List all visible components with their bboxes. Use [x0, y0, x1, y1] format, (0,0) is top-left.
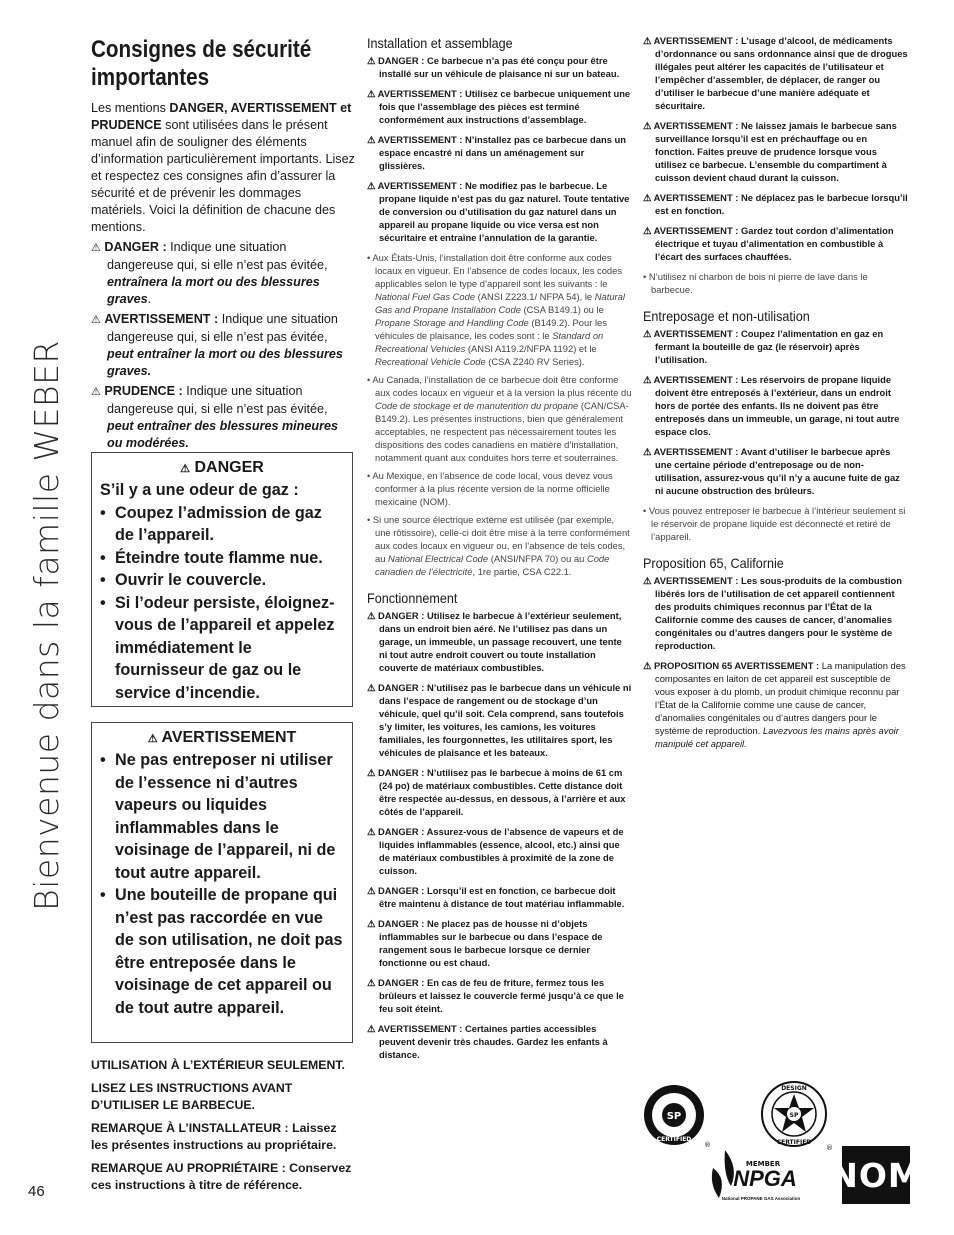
warning-triangle-icon: ⚠	[643, 446, 654, 457]
prop65-lead-warning: ⚠ PROPOSITION 65 AVERTISSEMENT : La manipulation des composantes en laiton de cet appareil est susceptible de vous exposer à du plomb, un produit chimique reconnu par l’État de la Californie comme une cause de cancer, d’anomalies congénitales ou d’autres dangers pour le système de reproduction. Lavezvous les mains après avoir manipulé cet appareil.	[643, 660, 906, 749]
warning-triangle-icon: ⚠	[147, 733, 158, 745]
bullet-charcoal: • N’utilisez ni charbon de bois ni pierre de lave dans le barbecue.	[643, 271, 868, 295]
design-certified-text: CERTIFIED	[776, 1139, 812, 1146]
warning-triangle-icon: ⚠	[367, 977, 379, 988]
heading-prop65: Proposition 65, Californie	[643, 555, 784, 571]
warning-item: ⚠ DANGER : Assurez-vous de l’absence de vapeurs et de liquides inflammables (essence, alcool, etc.) ainsi que de matériaux combustibles à proximité de la zone de cuisson.	[367, 826, 624, 876]
heading-storage: Entreposage et non-utilisation	[643, 308, 810, 324]
csa-mark: SP	[666, 1111, 682, 1122]
bullet-usa: • Aux États-Unis, l’installation doit être conforme aux codes locaux en vigueur. En l’absence de codes locaux, les codes applicables selon le type d’appareil sont les suivants : le National Fuel Gas Code (ANSI Z223.1/ NFPA 54), le Natural Gas and Propane Installation Code (CSA B149.1) ou le Propane Storage and Handling Code (B149.2). Pour les véhicules de plaisance, les codes sont : le Standard on Recreational Vehicles (ANSI A119.2/NFPA 1192) et le Recreational Vehicle Code (CSA Z240 RV Series).	[367, 252, 625, 367]
npga-member-text: MEMBER	[745, 1160, 781, 1168]
warning-triangle-icon: ⚠	[643, 328, 654, 339]
page-title: Consignes de sécurité importantes	[91, 36, 312, 91]
warning-item: ⚠ AVERTISSEMENT : Gardez tout cordon d’alimentation électrique et tuyau d’alimentation en combustible à l’écart des surfaces chauffées.	[643, 225, 894, 262]
danger-box: ⚠ DANGER S’il y a une odeur de gaz : • Coupez l’admission de gaz de l’appareil. • Éteindre toute flamme nue. • Ouvrir le couvercle. • Si l’odeur persiste, éloignez-vous de l’appareil et appelez immédiatement le fournisseur de gaz ou le service d’incendie.	[91, 452, 353, 707]
warning-item: ⚠ AVERTISSEMENT : Ne déplacez pas le barbecue lorsqu’il est en fonction.	[643, 192, 908, 216]
npga-member-logo	[705, 1138, 815, 1206]
reg-mark: ®	[704, 1141, 711, 1149]
box-list-item: • Si l’odeur persiste, éloignez-vous de l’appareil et appelez immédiatement le fournisseur de gaz ou le service d’incendie.	[100, 592, 344, 705]
npga-name: NPGA	[733, 1166, 797, 1191]
warning-item: ⚠ DANGER : Lorsqu’il est en fonction, ce barbecue doit être maintenu à distance de tout matériau inflammable.	[367, 885, 625, 909]
definition-0: ⚠ DANGER : Indique une situation dangereuse qui, si elle n’est pas évitée, entraînera la mort ou des blessures graves.	[91, 240, 328, 306]
bullet-storage: • Vous pouvez entreposer le barbecue à l’intérieur seulement si le réservoir de propane liquide est déconnecté et retiré de l’appareil.	[643, 505, 906, 542]
column-2	[367, 34, 632, 1068]
definition-1: ⚠ AVERTISSEMENT : Indique une situation dangereuse qui, si elle n’est pas évitée, peut entraîner la mort ou des blessures graves.	[91, 312, 343, 378]
warning-triangle-icon: ⚠	[367, 55, 379, 66]
box-list-item: • Éteindre toute flamme nue.	[100, 547, 344, 570]
warning-triangle-icon: ⚠	[643, 660, 652, 671]
warning-item: ⚠ AVERTISSEMENT : Ne laissez jamais le barbecue sans surveillance lorsqu’il est en préchauffage ou en fonction. Faites preuve de prudence lorsque vous utilisez ce barbecue. L’ensemble du compartiment à cuisson devient chaud durant la cuisson.	[643, 120, 897, 183]
csa-certified-text: CERTIFIED	[656, 1136, 692, 1143]
warning-item: ⚠ AVERTISSEMENT : N’installez pas ce barbecue dans un espace encastré ni dans un aménagement sur glissières.	[367, 134, 626, 171]
warning-item: ⚠ DANGER : Ce barbecue n’a pas été conçu pour être installé sur un véhicule de plaisance ni sur un bateau.	[367, 55, 620, 79]
warning-item: ⚠ AVERTISSEMENT : Certaines parties accessibles peuvent devenir très chaudes. Gardez les enfants à distance.	[367, 1023, 608, 1060]
bullet-electrical: • Si une source électrique externe est utilisée (par exemple, une rôtissoire), celle-ci doit être mise à la terre conformément aux codes locaux en vigueur ou, en l’absence de tels codes, au National Electrical Code (ANSI/NFPA 70) ou au Code canadien de l’électricité, 1re partie, CSA C22.1.	[367, 514, 630, 577]
prop65-warning: ⚠ AVERTISSEMENT : Les sous-produits de la combustion libérés lors de l’utilisation de cet appareil contiennent des produits chimiques reconnus par l’État de la Californie comme des causes de cancer, d’anomalies congénitales ou d’autres dangers pour le système de reproduction.	[643, 575, 902, 651]
danger-lead: S’il y a une odeur de gaz :	[100, 481, 299, 499]
warning-item: ⚠ DANGER : Ne placez pas de housse ni d’objets inflammables sur le barbecue ou dans l’espace de rangement sous le barbecue lorsque ce dernier fonctionne ou est chaud.	[367, 918, 603, 968]
warning-item: ⚠ AVERTISSEMENT : Les réservoirs de propane liquide doivent être entreposés à l’extérieur, dans un endroit hors de portée des enfants. Ils ne doivent pas être entreposés dans un immeuble, un garage, ni tout autre espace clos.	[643, 374, 900, 437]
csa-design-mark: SP	[789, 1112, 799, 1119]
column-3	[643, 34, 908, 757]
design-text: DESIGN	[781, 1085, 807, 1092]
warning-triangle-icon: ⚠	[643, 225, 654, 236]
npga-sub: National PROPANE GAS Association	[721, 1196, 801, 1201]
box-list-item: • Une bouteille de propane qui n’est pas raccordée en vue de son utilisation, ne doit pas être entreposée dans le voisinage de cet appareil ou de tout autre appareil.	[100, 884, 344, 1019]
box-list-item: • Ne pas entreposer ni utiliser de l’essence ni d’autres vapeurs ou liquides inflammables dans le voisinage de l’appareil, ni de tout autre appareil.	[100, 749, 344, 884]
warning-triangle-icon: ⚠	[643, 575, 652, 586]
warning-triangle-icon: ⚠	[367, 134, 378, 145]
warning-triangle-icon: ⚠	[180, 463, 191, 475]
warning-triangle-icon: ⚠	[367, 918, 379, 929]
box-list-item: • Coupez l’admission de gaz de l’appareil.	[100, 502, 344, 547]
note-2: REMARQUE À L’INSTALLATEUR : Laissez les présentes instructions au propriétaire.	[91, 1121, 337, 1152]
note-1: LISEZ LES INSTRUCTIONS AVANT D’UTILISER LE BARBECUE.	[91, 1081, 293, 1112]
warning-triangle-icon: ⚠	[643, 35, 654, 46]
definition-2: ⚠ PRUDENCE : Indique une situation dangereuse qui, si elle n’est pas évitée, peut entraîner des blessures mineures ou modérées.	[91, 384, 338, 450]
note-3: REMARQUE AU PROPRIÉTAIRE : Conservez ces instructions à titre de référence.	[91, 1161, 352, 1192]
reg-mark: ®	[826, 1144, 833, 1152]
warning-triangle-icon: ⚠	[91, 314, 101, 326]
warning-item: ⚠ AVERTISSEMENT : Coupez l’alimentation en gaz en fermant la bouteille de gaz (le réservoir) après l’utilisation.	[643, 328, 884, 365]
nom-logo: NOM	[842, 1146, 910, 1204]
warning-item: ⚠ AVERTISSEMENT : Ne modifiez pas le barbecue. Le propane liquide n’est pas du gaz naturel. Toute tentative de conversion ou d’utilisation du gaz naturel dans un appareil au propane liquide ou vice versa est non sécuritaire et entraîne l’annulation de la garantie.	[367, 180, 630, 243]
warning-triangle-icon: ⚠	[367, 682, 379, 693]
page-number: 46	[28, 1183, 45, 1200]
side-title: Bienvenue dans la famille WEBER	[26, 339, 66, 911]
warning-triangle-icon: ⚠	[367, 180, 378, 191]
warning-triangle-icon: ⚠	[367, 610, 379, 621]
warning-triangle-icon: ⚠	[643, 120, 654, 131]
box-list-item: • Ouvrir le couvercle.	[100, 569, 344, 592]
warning-item: ⚠ DANGER : N’utilisez pas le barbecue à moins de 61 cm (24 po) de matériaux combustibles. Cette distance doit être respectée au-dessus, en dessous, à l’arrière et aux côtés de l’appareil.	[367, 767, 626, 817]
warning-item: ⚠ AVERTISSEMENT : Avant d’utiliser le barbecue après une certaine période d’entreposage ou de non-utilisation, assurez-vous qu’il n’y a aucune fuite de gaz ni aucune obstruction des brûleurs.	[643, 446, 900, 496]
note-0: UTILISATION À L’EXTÉRIEUR SEULEMENT.	[91, 1058, 345, 1072]
warning-triangle-icon: ⚠	[367, 88, 378, 99]
heading-installation: Installation et assemblage	[367, 35, 513, 51]
warning-triangle-icon: ⚠	[643, 192, 654, 203]
warning-item: ⚠ AVERTISSEMENT : L’usage d’alcool, de médicaments d’ordonnance ou sans ordonnance ainsi que de drogues illégales peut altérer les capacités de l’utilisateur et l’empêcher d’assembler, de déplacer, de ranger ou d’utiliser le barbecue d’une manière adéquate et sécuritaire.	[643, 35, 908, 111]
warning-triangle-icon: ⚠	[367, 885, 379, 896]
bullet-canada: • Au Canada, l’installation de ce barbecue doit être conforme aux codes locaux en vigueur et à la version la plus récente du Code de stockage et de manutention du propane (CAN/CSA-B149.2). Les présentes instructions, bien que généralement acceptables, ne respectent pas nécessairement toutes les dispositions des codes canadiens en matière d’installation, notamment quant aux conduites hors terre et souterraines.	[367, 374, 632, 463]
notes	[91, 1057, 356, 1200]
warning-box: ⚠ AVERTISSEMENT • Ne pas entreposer ni utiliser de l’essence ni d’autres vapeurs ou liquides inflammables dans le voisinage de l’appareil, ni de tout autre appareil. • Une bouteille de propane qui n’est pas raccordée en vue de son utilisation, ne doit pas être entreposée dans le voisinage de cet appareil ou de tout autre appareil.	[91, 722, 353, 1043]
column-1	[91, 36, 355, 452]
warning-triangle-icon: ⚠	[367, 826, 379, 837]
heading-operation: Fonctionnement	[367, 590, 458, 606]
warning-item: ⚠ DANGER : Utilisez le barbecue à l’extérieur seulement, dans un endroit bien aéré. Ne l’utilisez pas dans un garage, un immeuble, un passage recouvert, une tente ni tout autre endroit couvert ou toute installation couverte de matériaux combustibles.	[367, 610, 622, 673]
warning-item: ⚠ DANGER : En cas de feu de friture, fermez tous les brûleurs et laissez le couvercle fermé jusqu’à ce que le feu soit éteint.	[367, 977, 624, 1014]
warning-item: ⚠ DANGER : N’utilisez pas le barbecue dans un véhicule ni dans l’espace de rangement ou de stockage d’un véhicule, quel qu’il soit. Cela comprend, sans toutefois s’y limiter, les voitures, les camions, les voitures familiales, les fourgonnettes, les utilitaires sport, les véhicules de plaisance et les bateaux.	[367, 682, 632, 758]
warning-triangle-icon: ⚠	[91, 242, 101, 254]
warning-item: ⚠ AVERTISSEMENT : Utilisez ce barbecue uniquement une fois que l’assemblage des pièces est terminé conformément aux instructions d’assemblage.	[367, 88, 631, 125]
csa-certified-logo	[642, 1083, 710, 1151]
warning-triangle-icon: ⚠	[643, 374, 654, 385]
intro-paragraph: Les mentions DANGER, AVERTISSEMENT et PRUDENCE sont utilisées dans le présent manuel afin de souligner des éléments d’information particulièrement importants. Lisez et respectez ces consignes afin d’assurer la sécurité et de prévenir les dommages matériels. Voici la définition de chacune des mentions.	[91, 101, 355, 234]
warning-triangle-icon: ⚠	[367, 1023, 378, 1034]
warning-triangle-icon: ⚠	[91, 386, 101, 398]
warning-triangle-icon: ⚠	[367, 767, 379, 778]
bullet-mexico: • Au Mexique, en l’absence de code local, vous devez vous conformer à la plus récente version de la norme officielle mexicaine (NOM).	[367, 470, 613, 507]
